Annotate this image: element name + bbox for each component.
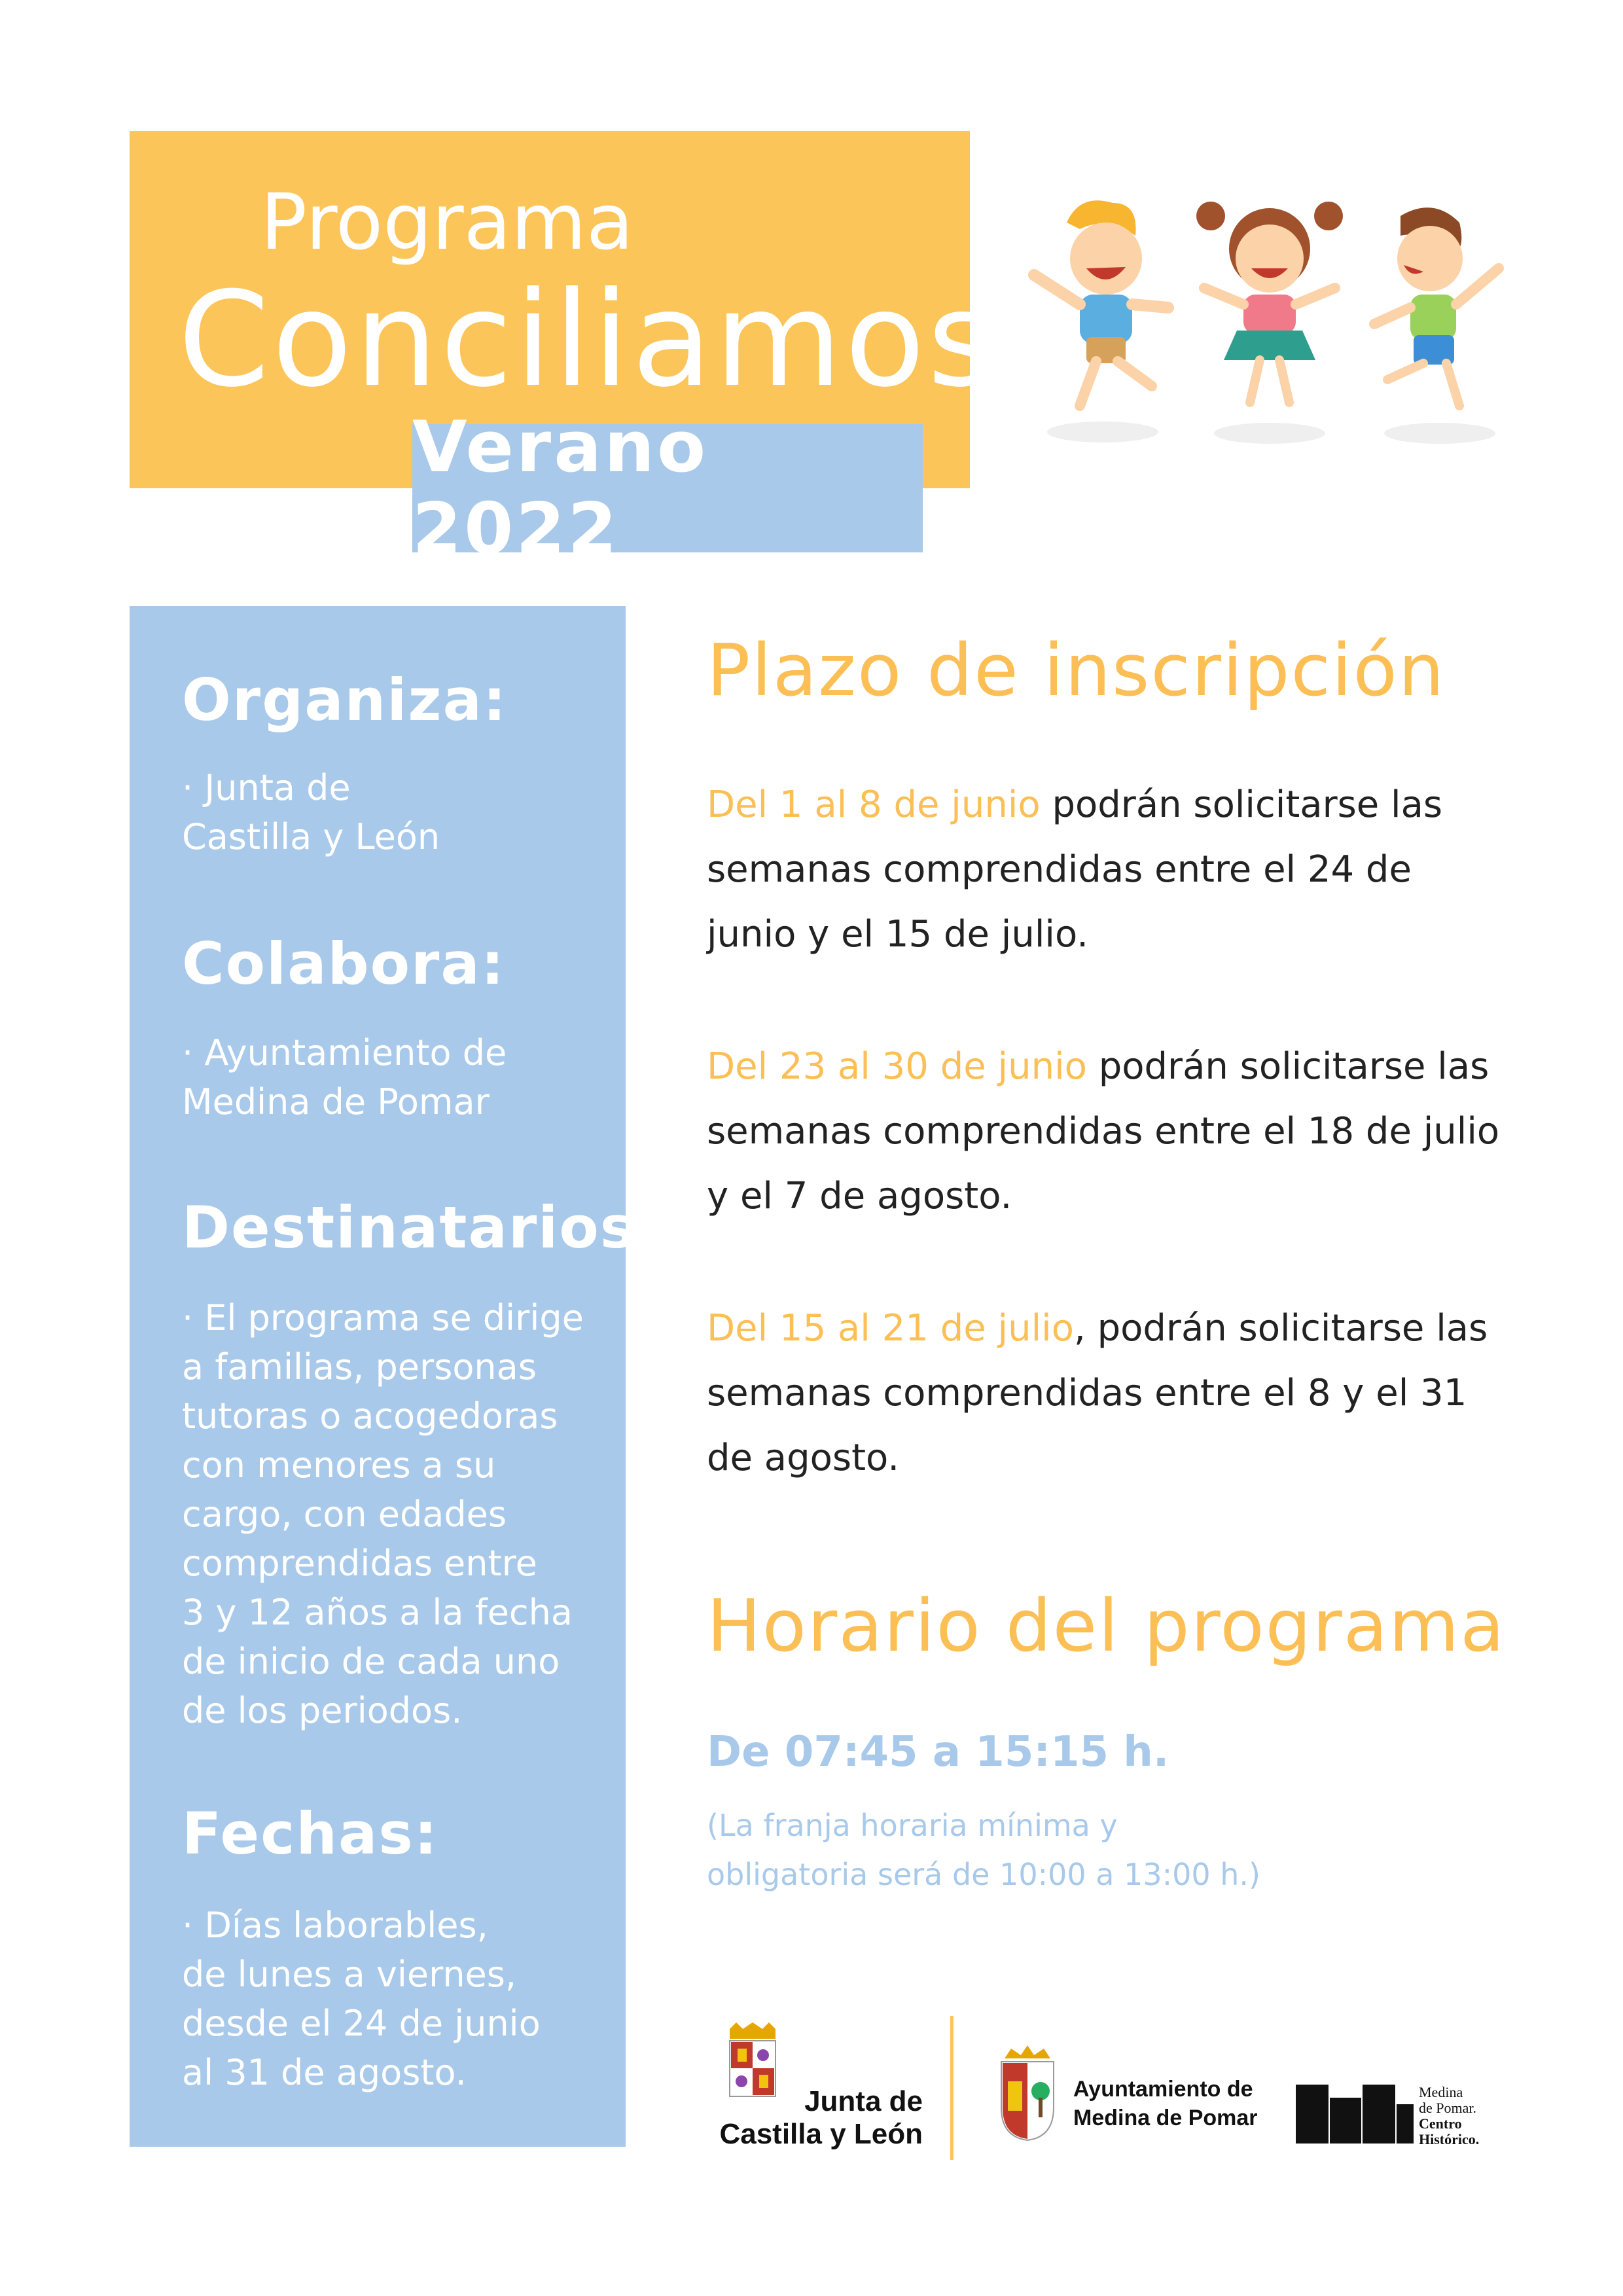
fechas-heading: Fechas:	[182, 1800, 438, 1867]
horario-hours: De 07:45 a 15:15 h.	[707, 1728, 1169, 1776]
medina-centro-historico-text: Medina de Pomar. Centro Histórico.	[1419, 2084, 1480, 2147]
logo-divider	[950, 2016, 954, 2160]
period-paragraph	[707, 772, 1505, 967]
horario-note: (La franja horaria mínima y obligatoria será de 10:00 a 13:00 h.)	[707, 1808, 1260, 1892]
period-paragraph	[707, 1034, 1505, 1229]
horario-heading: Horario del programa	[707, 1584, 1506, 1668]
title-programa: Programa	[260, 177, 634, 267]
kid-boy-brown-icon	[1374, 207, 1499, 406]
jumping-kids-illustration	[1008, 190, 1518, 452]
period-dates: Del 23 al 30 de junio	[707, 1045, 1087, 1088]
medina-centro-historico-logo-icon	[1296, 2085, 1414, 2144]
destinatarios-text: · El programa se dirige a familias, personas tutoras o acogedoras con menores a su cargo, con edades comprendidas entre 3 y 12 años a la fecha de inicio de cada uno de los periodos.	[182, 1297, 584, 1731]
jcyl-line2: Castilla y León	[719, 2118, 923, 2150]
colabora-heading: Colabora:	[182, 930, 506, 997]
period-paragraph	[707, 1296, 1505, 1490]
organiza-heading: Organiza:	[182, 666, 508, 734]
destinatarios-heading: Destinatarios:	[182, 1194, 660, 1261]
junta-castilla-leon-logo	[707, 2022, 923, 2160]
period-text: podrán solicitarse las semanas comprendidas entre el 18 de julio y el 7 de agosto.	[707, 1045, 1500, 1217]
jcyl-line1: Junta de	[804, 2085, 923, 2117]
ayuntamiento-logo-text: Ayuntamiento de Medina de Pomar	[1073, 2077, 1258, 2130]
edition-badge: Verano 2022	[412, 424, 923, 552]
organiza-text: · Junta de Castilla y León	[182, 767, 440, 857]
ayuntamiento-shield-icon	[995, 2045, 1060, 2144]
period-dates: Del 1 al 8 de junio	[707, 783, 1041, 826]
period-text: , podrán solicitarse las semanas comprendidas entre el 8 y el 31 de agosto.	[707, 1307, 1488, 1479]
colabora-text: · Ayuntamiento de Medina de Pomar	[182, 1032, 507, 1122]
period-text: podrán solicitarse las semanas comprendidas entre el 24 de junio y el 15 de julio.	[707, 783, 1443, 956]
kid-boy-blonde-icon	[1034, 200, 1168, 406]
inscripcion-heading: Plazo de inscripción	[707, 628, 1446, 712]
info-sidebar	[130, 606, 660, 2147]
period-dates: Del 15 al 21 de julio	[707, 1307, 1074, 1350]
kid-girl-pigtails-icon	[1196, 202, 1343, 403]
title-conciliamos: Conciliamos	[178, 264, 999, 416]
fechas-text: · Días laborables, de lunes a viernes, desde el 24 de junio al 31 de agosto.	[182, 1905, 541, 2093]
